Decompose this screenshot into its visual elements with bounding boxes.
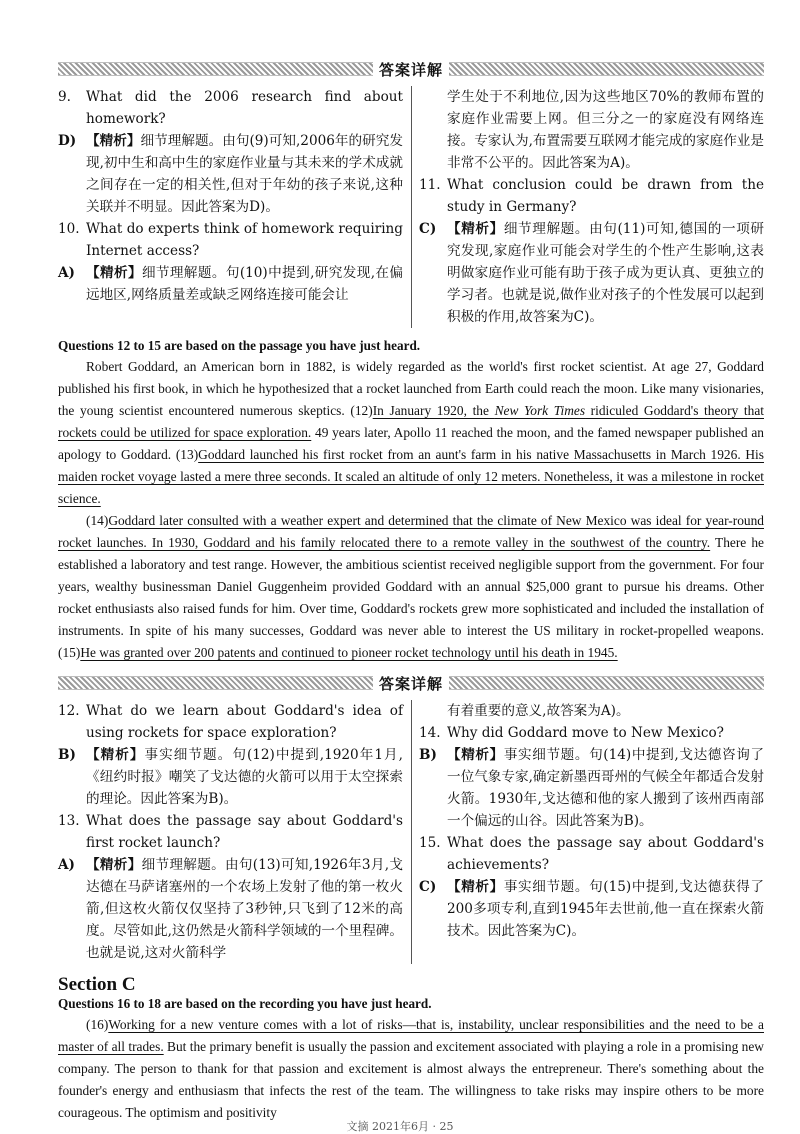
indent-spacer xyxy=(419,86,447,174)
analysis-text: 事实细节题。句(12)中提到,1920年1月,《纽约时报》嘲笑了戈达德的火箭可以用于太空探索的理论。因此答案为B)。 xyxy=(86,747,404,807)
answer-explanation xyxy=(86,130,403,218)
analysis-text: 细节理解题。由句(9)可知,2006年的研究发现,初中生和高中生的家庭作业量与其未来的学术成就之间存在一定的相关性,但对于年幼的孩子来说,这种关联并不明显。因此答案为D)。 xyxy=(86,133,403,215)
question-13 xyxy=(58,810,403,854)
question-15 xyxy=(419,832,764,876)
question-12 xyxy=(58,700,403,744)
analysis-text: 细节理解题。由句(13)可知,1926年3月,戈达德在马萨诸塞州的一个农场上发射了他的第一枚火箭,但这枚火箭仅仅坚持了3秒钟,只飞到了12米的高度。尽管如此,这仍然是火箭科学领域的一个里程碑。也就是说,这对火箭科学 xyxy=(86,857,404,961)
question-text: What did the 2006 research find about homework? xyxy=(86,89,403,127)
underlined-sentence-15: He was granted over 200 patents and continued to pioneer rocket technology until his death in 1945. xyxy=(80,645,618,660)
question-text: What does the passage say about Goddard's achievements? xyxy=(447,835,764,873)
banner-hatch-left xyxy=(58,676,373,690)
page xyxy=(58,56,764,1124)
passage-heading: Questions 12 to 15 are based on the passage you have just heard. xyxy=(58,338,421,353)
answer-explanation xyxy=(86,744,403,810)
answer-letter: B) xyxy=(419,747,437,763)
answer-11 xyxy=(419,218,764,328)
answers-bottom xyxy=(58,700,764,964)
section-c-title: Section C xyxy=(58,974,136,995)
answer-explanation xyxy=(86,262,403,306)
underlined-sentence-16: Working for a new venture comes with a lot of risks—that is, instability, unclear responsibilities and the need to be a master of all trades. xyxy=(58,1017,764,1054)
question-text: What conclusion could be drawn from the study in Germany? xyxy=(447,177,764,215)
banner-title: 答案详解 xyxy=(379,674,444,693)
column-divider xyxy=(411,700,412,964)
answer-14 xyxy=(419,744,764,832)
analysis-text: 学生处于不利地位,因为这些地区70%的教师布置的家庭作业需要上网。但三分之一的家庭没有网络连接。专家认为,布置需要互联网才能完成的家庭作业是非常不公平的。因此答案为A)。 xyxy=(447,89,764,171)
answer-letter: A) xyxy=(58,857,75,873)
page-footer: 文摘 2021年6月 · 25 xyxy=(346,1120,454,1133)
answers-top-left xyxy=(58,86,403,328)
analysis-tag: 【精析】 xyxy=(447,221,504,237)
question-number: 14. xyxy=(419,725,441,741)
passage-text: In January 1920, the xyxy=(372,403,495,418)
question-14 xyxy=(419,722,764,744)
answer-banner-top xyxy=(58,56,764,82)
answer-12 xyxy=(58,744,403,810)
answer-13 xyxy=(58,854,403,964)
analysis-tag: 【精析】 xyxy=(447,747,504,763)
answer-9 xyxy=(58,130,403,218)
answers-bottom-right xyxy=(419,700,764,964)
question-number: 11. xyxy=(419,177,441,193)
question-text: What do we learn about Goddard's idea of using rockets for space exploration? xyxy=(86,703,403,741)
question-number: 13. xyxy=(58,813,80,829)
answers-top-right xyxy=(419,86,764,328)
newspaper-title: New York Times xyxy=(494,403,586,418)
answer-explanation xyxy=(447,218,764,328)
question-text: What do experts think of homework requiring Internet access? xyxy=(86,221,403,259)
passage-text: (14) xyxy=(86,513,109,528)
analysis-text: 有着重要的意义,故答案为A)。 xyxy=(447,703,630,719)
analysis-text: 细节理解题。句(10)中提到,研究发现,在偏远地区,网络质量差或缺乏网络连接可能会让 xyxy=(86,265,404,303)
analysis-text: 事实细节题。句(14)中提到,戈达德咨询了一位气象专家,确定新墨西哥州的气候全年都适合发射火箭。1930年,戈达德和他的家人搬到了该州西南部一个偏远的山谷。因此答案为B)。 xyxy=(447,747,765,829)
analysis-text: 细节理解题。由句(11)可知,德国的一项研究发现,家庭作业可能会对学生的个性产生影响,这表明做家庭作业可能有助于孩子成为更认真、更独立的学习者。也就是说,做作业对孩子的个性发展可以起到积极的作用,故答案为C)。 xyxy=(447,221,765,325)
answer-letter: B) xyxy=(58,747,76,763)
question-number: 12. xyxy=(58,703,80,719)
answer-letter: C) xyxy=(419,221,437,237)
answer-explanation xyxy=(447,876,764,942)
question-number: 15. xyxy=(419,835,441,851)
answer-banner-middle xyxy=(58,670,764,696)
analysis-tag: 【精析】 xyxy=(86,265,142,281)
answer-13-continued xyxy=(419,700,764,722)
question-10 xyxy=(58,218,403,262)
answer-letter: A) xyxy=(58,265,75,281)
passage-text: There he established a laboratory and test range. However, the ambitious scientist received negligible support from the government. For four years, wealthy businessman Daniel Guggenheim provided Goddard with an annual $25,000 grant to pursue his dreams. Other rocket enthusiasts also raised funds for him. Over time, Goddard's rockets grew more sophisticated and included the installation of instruments. In spite of his many successes, Goddard was never able to interest the US military in rocket-propelled weapons. (15) xyxy=(58,535,764,660)
passage-text: But the primary benefit is usually the passion and excitement associated with playing a role in a promising new company. The person to thank for that passion and excitement is almost always the entrepreneur. There's something about the founder's energy and enthusiasm that infects the rest of the team. The willingness to take risks may inspire others to be more courageous. The optimism and positivity xyxy=(58,1039,764,1120)
banner-hatch-right xyxy=(449,676,764,690)
question-number: 9. xyxy=(58,89,71,105)
indent-spacer xyxy=(419,700,447,722)
banner-hatch-left xyxy=(58,62,373,76)
answers-top xyxy=(58,86,764,328)
question-text: What does the passage say about Goddard's first rocket launch? xyxy=(86,813,403,851)
answer-15 xyxy=(419,876,764,942)
underlined-sentence-13: Goddard launched his first rocket from an aunt's farm in his native Massachusetts in March 1926. His maiden rocket voyage lasted a mere three seconds. It scaled an altitude of only 12 meters. Nonetheless, it was a milestone in rocket science. xyxy=(58,447,764,506)
underlined-sentence-14: Goddard later consulted with a weather expert and determined that the climate of New Mexico was ideal for year-round rocket launches. In 1930, Goddard and his family relocated there to a remote valley in the southwest of the country. xyxy=(58,513,764,550)
passage-paragraph-2 xyxy=(58,510,764,664)
passage-paragraph-1 xyxy=(58,356,764,510)
passage-text: Robert Goddard, an American born in 1882, is widely regarded as the world's first rocket scientist. At age 27, Goddard published his first book, in which he hypothesized that a rocket launched from Earth could reach the moon. Like many visionaries, the young scientist encountered numerous skeptics. (12) xyxy=(58,359,764,418)
column-divider xyxy=(411,86,412,328)
analysis-tag: 【精析】 xyxy=(86,133,141,149)
answer-letter: D) xyxy=(58,133,77,149)
analysis-text: 事实细节题。句(15)中提到,戈达德获得了200多项专利,直到1945年去世前,他一直在探索火箭技术。因此答案为C)。 xyxy=(447,879,765,939)
analysis-tag: 【精析】 xyxy=(86,857,142,873)
analysis-tag: 【精析】 xyxy=(447,879,504,895)
answer-letter: C) xyxy=(419,879,437,895)
banner-title: 答案详解 xyxy=(379,60,444,79)
passage-text: ridiculed Goddard's theory that rockets could be utilized for space exploration. xyxy=(58,403,764,440)
question-text: Why did Goddard move to New Mexico? xyxy=(447,725,724,741)
passage-text: 49 years later, Apollo 11 reached the moon, and the famed newspaper published an apology to Goddard. (13) xyxy=(58,425,764,462)
answer-10 xyxy=(58,262,403,306)
passage-text: (16) xyxy=(86,1017,109,1032)
recording-paragraph-1 xyxy=(58,1014,764,1124)
analysis-tag: 【精析】 xyxy=(86,747,145,763)
answer-explanation xyxy=(86,854,403,964)
banner-hatch-right xyxy=(449,62,764,76)
question-number: 10. xyxy=(58,221,80,237)
question-11 xyxy=(419,174,764,218)
passage-goddard xyxy=(58,356,764,664)
answer-explanation xyxy=(447,744,764,832)
question-9 xyxy=(58,86,403,130)
answers-bottom-left xyxy=(58,700,403,964)
recording-heading: Questions 16 to 18 are based on the recording you have just heard. xyxy=(58,996,432,1011)
recording-passage xyxy=(58,1014,764,1124)
answer-10-continued xyxy=(419,86,764,174)
